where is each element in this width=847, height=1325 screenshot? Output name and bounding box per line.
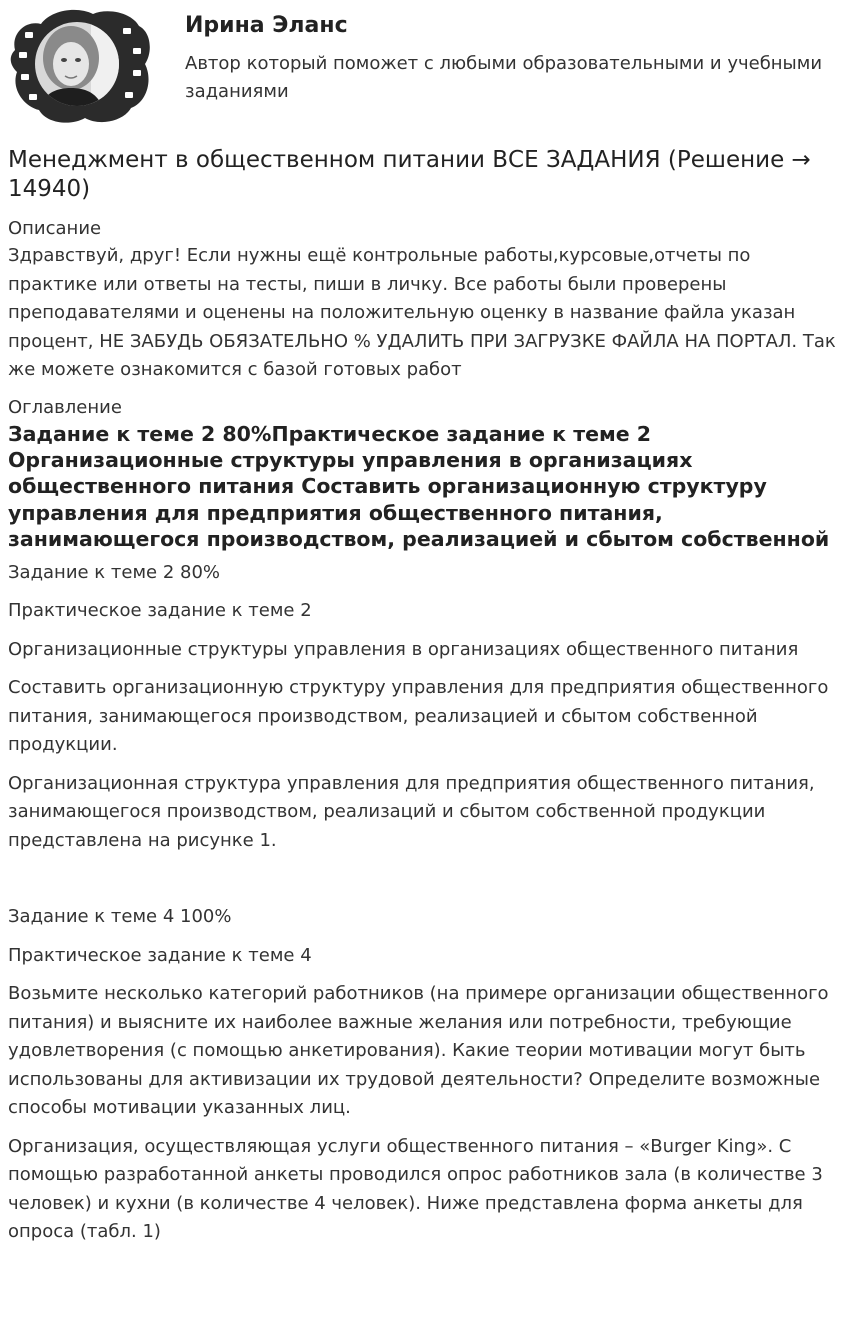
page-title: Менеджмент в общественном питании ВСЕ ЗАДАНИЯ (Решение → 14940) xyxy=(8,147,811,202)
paragraph: Организационная структура управления для предприятия общественного питания, занимающегося производством, реализаций и сбытом собственной продукции представлена на рисунке 1. xyxy=(8,772,815,851)
toc-heading: Задание к теме 2 80%Практическое задание к теме 2 Организационные структуры управления в организациях общественного питания Составить организационную структуру управления для предприятия общественного питания, занимающегося производством, реализацией и сбытом собственной xyxy=(8,421,830,552)
spacer xyxy=(8,865,839,903)
author-bio: Автор который поможет с любыми образовательными и учебными заданиями xyxy=(185,53,823,102)
author-name[interactable]: Ирина Эланс xyxy=(185,13,348,38)
work-content xyxy=(0,146,847,1257)
description-label: Описание xyxy=(8,218,102,239)
paragraph: Составить организационную структуру управления для предприятия общественного питания, занимающегося производством, реализацией и сбытом собственной продукции. xyxy=(8,677,829,756)
description-text: Здравствуй, друг! Если нужны ещё контрольные работы,курсовые,отчеты по практике или ответы на тесты, пиши в личку. Все работы были проверены преподавателями и оценены на положительную оценку в название файла указан процент, НЕ ЗАБУДЬ ОБЯЗАТЕЛЬНО % УДАЛИТЬ ПРИ ЗАГРУЗКЕ ФАЙЛА НА ПОРТАЛ. Так же можете ознакомится с базой готовых работ xyxy=(8,245,836,380)
paragraph: Возьмите несколько категорий работников (на примере организации общественного питания) и выясните их наиболее важные желания или потребности, требующие удовлетворения (с помощью анкетирования). Какие теории мотивации могут быть использованы для активизации их трудовой деятельности? Определите возможные способы мотивации указанных лиц. xyxy=(8,983,829,1119)
paragraph: Организация, осуществляющая услуги общественного питания – «Burger King». С помощью разработанной анкеты проводился опрос работников зала (в количестве 3 человек) и кухни (в количестве 4 человек). Ниже представлена форма анкеты для опроса (табл. 1) xyxy=(8,1135,823,1243)
author-header xyxy=(0,0,847,140)
paragraph: Практическое задание к теме 2 xyxy=(8,600,312,622)
toc-label: Оглавление xyxy=(8,396,122,418)
author-avatar[interactable] xyxy=(7,6,153,126)
paragraph: Задание к теме 4 100% xyxy=(8,906,232,928)
paragraph: Организационные структуры управления в организациях общественного питания xyxy=(8,638,799,660)
paragraph: Практическое задание к теме 4 xyxy=(8,944,312,966)
paragraph: Задание к теме 2 80% xyxy=(8,561,221,583)
